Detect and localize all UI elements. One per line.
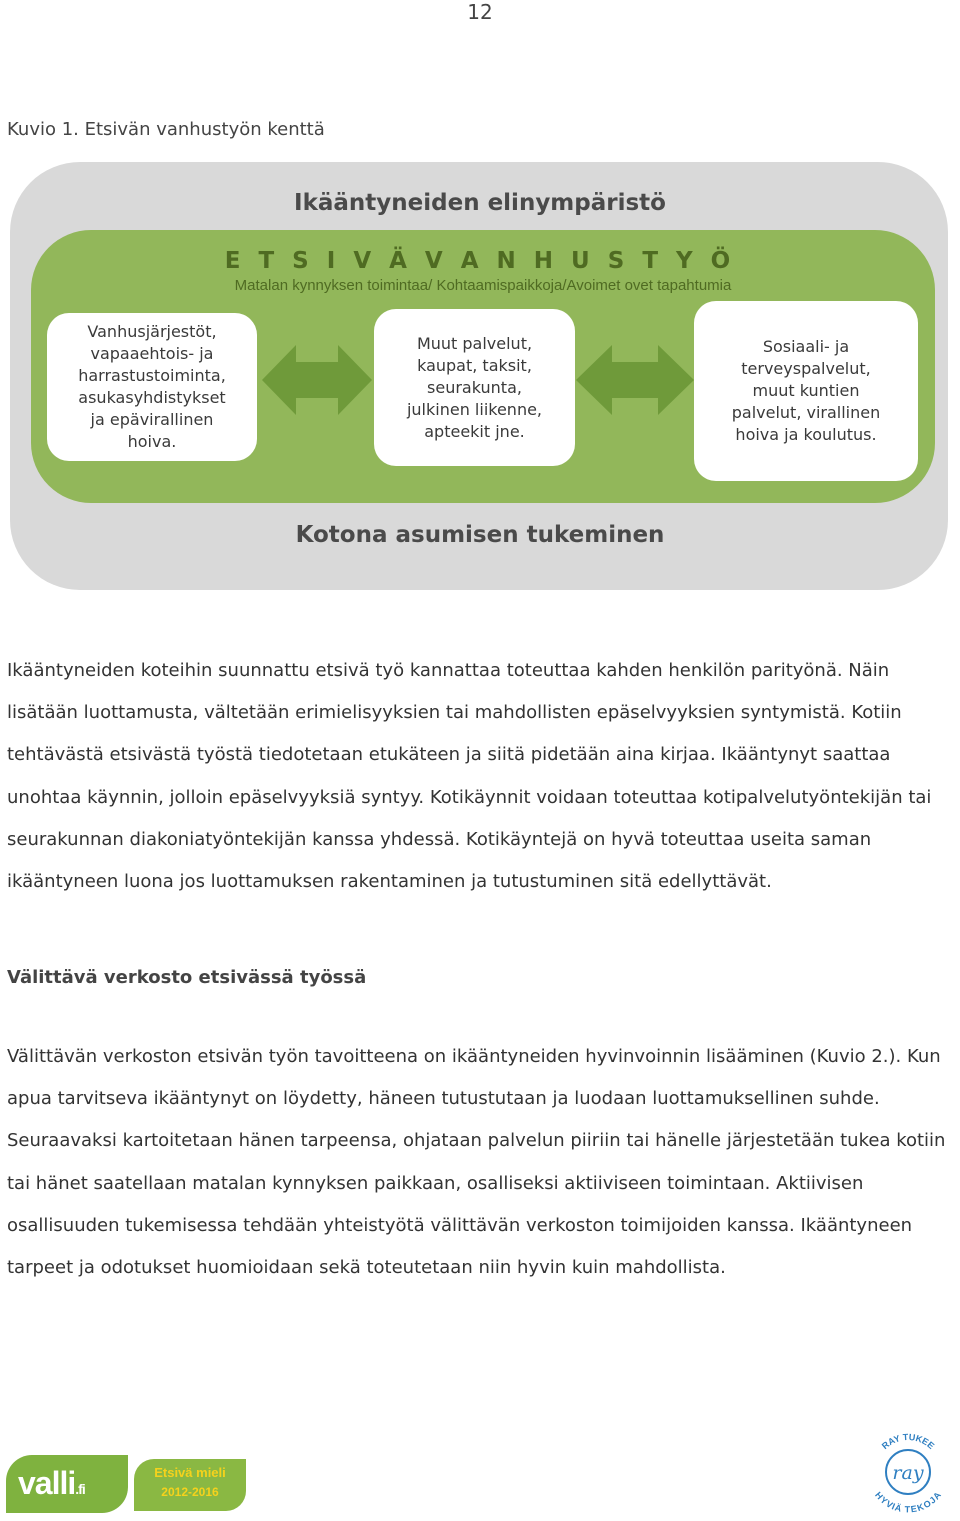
ray-logo-name: ray: [892, 1462, 924, 1484]
living-environment-title: Ikääntyneiden elinympäristö: [294, 190, 666, 216]
etsiva-mieli-logo: [134, 1459, 246, 1511]
home-living-support-title: Kotona asumisen tukeminen: [295, 522, 665, 548]
etsiva-mieli-logo-years: 2012-2016: [161, 1485, 219, 1499]
svg-text:RAY TUKEE: [880, 1432, 936, 1451]
valli-logo: [6, 1455, 128, 1513]
page-number: 12: [467, 0, 493, 24]
double-arrow-icon: [576, 345, 694, 415]
double-arrow-icon: [262, 345, 372, 415]
outreach-work-subtitle: Matalan kynnyksen toimintaa/ Kohtaamispaikkoja/Avoimet ovet tapahtumia: [234, 277, 732, 294]
etsiva-mieli-logo-title: Etsivä mieli: [154, 1465, 226, 1480]
section-heading: Välittävä verkosto etsivässä työssä: [7, 967, 367, 988]
social-health-services-box-text: Sosiaali- ja terveyspalvelut, muut kuntien palvelut, virallinen hoiva ja koulutus.: [731, 337, 881, 444]
valli-logo-text: valli.fi: [18, 1465, 85, 1501]
ray-logo-bottom-text: HYVIÄ TEKOJA: [873, 1489, 943, 1515]
social-health-services-box: [694, 301, 918, 481]
other-services-box-text: Muut palvelut, kaupat, taksit, seurakunta, julkinen liikenne, apteekit jne.: [406, 333, 543, 441]
body-paragraph-2: Välittävän verkoston etsivän työn tavoitteena on ikääntyneiden hyvinvoinnin lisääminen (Kuvio 2.). Kun apua tarvitseva ikääntynyt on löydetty, häneen tutustutaan ja luodaan luottamuksellinen suhde. Seuraavaksi kartoitetaan hänen tarpeensa, ohjataan palvelun piiriin tai hänelle järjestetään tukea kotiin tai hänet saatellaan matalan kynnyksen paikkaan, osalliseksi aktiiviseen toimintaan. Aktiivisen osallisuuden tukemisessa tehdään yhteistyötä välittävän verkoston toimijoiden kanssa. Ikääntyneen tarpeet ja odotukset huomioidaan sekä toteutetaan niin hyvin kuin mahdollista.: [7, 1046, 946, 1279]
ray-logo: [866, 1428, 950, 1516]
body-paragraph-1: Ikääntyneiden koteihin suunnattu etsivä työ kannattaa toteuttaa kahden henkilön parityönä. Näin lisätään luottamusta, vältetään erimielisyyksien tai mahdollisten epäselvyyksien syntymistä. Kotiin tehtävästä etsivästä työstä tiedotetaan etukäteen ja siitä pidetään aina kirjaa. Ikääntynyt saattaa unohtaa käynnin, jolloin epäselvyyksiä syntyy. Kotikäynnit voidaan toteuttaa kotipalvelutyöntekijän tai seurakunnan diakoniatyöntekijän kanssa yhdessä. Kotikäyntejä on hyvä toteuttaa useita saman ikääntyneen luona jos luottamuksen rakentaminen ja tutustuminen sitä edellyttävät.: [7, 660, 932, 893]
ray-logo-top-text: RAY TUKEE: [879, 1431, 937, 1452]
organizations-box: [47, 313, 257, 461]
figure-caption: Kuvio 1. Etsivän vanhustyön kenttä: [7, 119, 325, 140]
organizations-box-text: Vanhusjärjestöt, vapaaehtois- ja harrastustoiminta, asukasyhdistykset ja epävirallinen hoiva.: [78, 322, 226, 451]
outreach-work-title: E T S I V Ä V A N H U S T Y Ö: [224, 248, 736, 274]
other-services-box: [374, 309, 575, 466]
